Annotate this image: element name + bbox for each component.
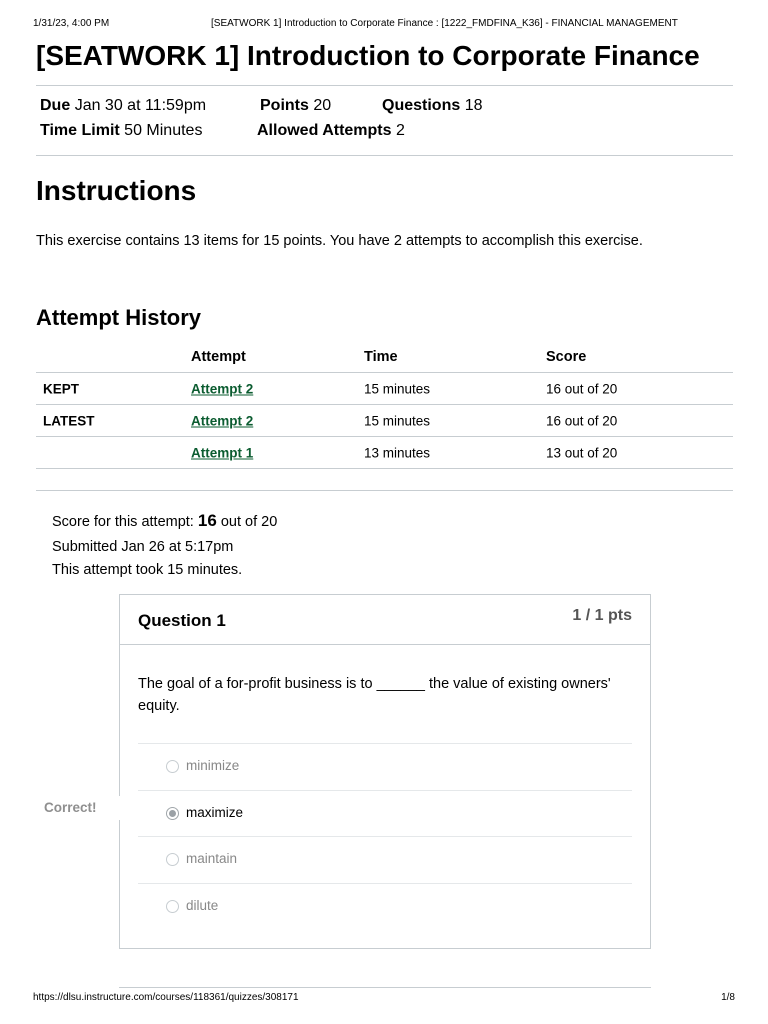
attempt-score: 16 out of 20 bbox=[546, 413, 618, 428]
due-label: Due bbox=[40, 97, 71, 114]
radio-button bbox=[166, 900, 179, 913]
instructions-heading: Instructions bbox=[36, 175, 197, 206]
question-header bbox=[120, 595, 650, 645]
points-value: 20 bbox=[313, 97, 332, 114]
answer-label: dilute bbox=[186, 897, 219, 913]
divider bbox=[36, 85, 733, 86]
table-row bbox=[36, 437, 733, 469]
divider bbox=[36, 155, 733, 156]
questions-label: Questions bbox=[382, 97, 461, 114]
answer-option bbox=[138, 743, 632, 790]
table-row bbox=[36, 373, 733, 405]
quiz-title: [SEATWORK 1] Introduction to Corporate Finance bbox=[36, 40, 700, 71]
points-info bbox=[260, 97, 331, 115]
print-url: https://dlsu.instructure.com/courses/118361/quizzes/308171 bbox=[33, 992, 299, 1003]
time-limit-info bbox=[40, 122, 202, 140]
attempt-link[interactable]: Attempt 2 bbox=[191, 381, 254, 396]
column-header-score: Score bbox=[546, 349, 587, 365]
score-value: 16 bbox=[197, 511, 217, 530]
attempt-link[interactable]: Attempt 1 bbox=[191, 445, 254, 460]
attempt-history-heading: Attempt History bbox=[36, 305, 202, 330]
divider bbox=[36, 490, 733, 491]
answer-option bbox=[138, 883, 632, 930]
questions-value: 18 bbox=[464, 97, 483, 114]
answer-list bbox=[138, 743, 632, 929]
attempt-history-table bbox=[36, 342, 733, 469]
questions-info bbox=[382, 97, 482, 115]
attempt-score-summary bbox=[52, 511, 277, 531]
table-header-row bbox=[36, 342, 733, 373]
score-prefix: Score for this attempt: bbox=[52, 514, 194, 530]
instructions-text: This exercise contains 13 items for 15 points. You have 2 attempts to accomplish this exercise. bbox=[36, 233, 643, 249]
attempt-time: 13 minutes bbox=[364, 445, 431, 460]
row-tag: KEPT bbox=[43, 381, 80, 396]
column-header-attempt: Attempt bbox=[191, 349, 246, 365]
allowed-attempts-info bbox=[257, 122, 405, 140]
question-points: 1 / 1 pts bbox=[572, 607, 632, 624]
row-tag: LATEST bbox=[43, 413, 95, 428]
answer-option-selected bbox=[138, 790, 632, 837]
time-limit-value: 50 Minutes bbox=[124, 122, 203, 139]
radio-button bbox=[166, 853, 179, 866]
print-page-number: 1/8 bbox=[721, 992, 735, 1003]
table-row bbox=[36, 405, 733, 437]
print-header bbox=[33, 18, 735, 32]
question-title: Question 1 bbox=[138, 611, 226, 630]
print-page-title: [SEATWORK 1] Introduction to Corporate Finance : [1222_FMDFINA_K36] - FINANCIAL MANAGEMENT bbox=[211, 18, 678, 29]
print-footer bbox=[33, 992, 735, 1006]
radio-button-selected bbox=[166, 807, 179, 820]
attempt-time: 15 minutes bbox=[364, 381, 431, 396]
correct-label: Correct! bbox=[44, 800, 97, 815]
allowed-attempts-value: 2 bbox=[395, 122, 405, 139]
answer-label: maintain bbox=[186, 851, 238, 866]
radio-button bbox=[166, 760, 179, 773]
column-header-time: Time bbox=[364, 349, 398, 365]
due-info bbox=[40, 97, 206, 115]
points-label: Points bbox=[260, 97, 309, 114]
attempt-score: 16 out of 20 bbox=[546, 381, 618, 396]
due-value: Jan 30 at 11:59pm bbox=[74, 97, 207, 114]
time-limit-label: Time Limit bbox=[40, 122, 120, 139]
answer-option bbox=[138, 836, 632, 883]
submitted-time: Submitted Jan 26 at 5:17pm bbox=[52, 539, 234, 555]
attempt-link[interactable]: Attempt 2 bbox=[191, 413, 254, 428]
attempt-time: 15 minutes bbox=[364, 413, 431, 428]
attempt-duration: This attempt took 15 minutes. bbox=[52, 562, 243, 578]
answer-label: maximize bbox=[186, 804, 244, 820]
score-suffix: out of 20 bbox=[220, 514, 278, 530]
allowed-attempts-label: Allowed Attempts bbox=[257, 122, 392, 139]
question-card bbox=[119, 594, 651, 949]
correct-answer-tag bbox=[36, 796, 120, 820]
next-question-card-edge bbox=[119, 987, 651, 988]
question-text: The goal of a for-profit business is to ______ the value of existing owners' equity. bbox=[138, 676, 611, 714]
print-datetime: 1/31/23, 4:00 PM bbox=[33, 18, 110, 29]
attempt-score: 13 out of 20 bbox=[546, 445, 618, 460]
answer-label: minimize bbox=[186, 758, 240, 773]
